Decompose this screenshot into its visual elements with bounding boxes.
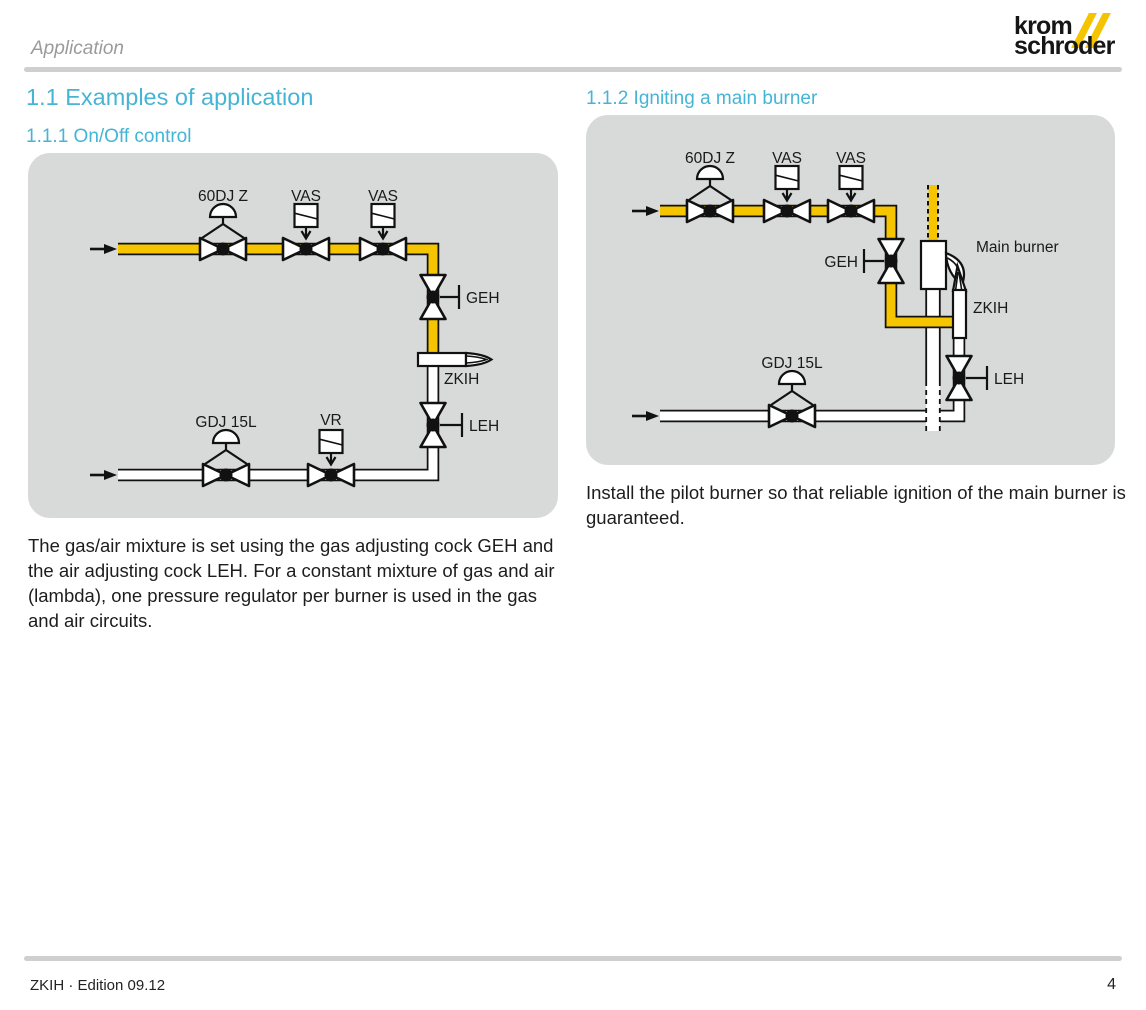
subsection-title-igniting: 1.1.2 Igniting a main burner (586, 88, 818, 109)
label-gdj-15l: GDJ 15L (761, 355, 823, 372)
solenoid-valve-vas1 (283, 238, 329, 260)
header-rule (24, 67, 1122, 72)
manual-valve-gdj (769, 405, 815, 427)
solenoid-valve-vr (308, 464, 354, 486)
label-vas-2: VAS (836, 150, 866, 167)
logo-text-line2: schroder (1014, 32, 1115, 60)
dome-actuator-icon (205, 430, 247, 464)
diagram-igniting-main-burner (586, 115, 1115, 465)
solenoid-actuator-icon (840, 166, 863, 201)
manual-valve-gdj (203, 464, 249, 486)
manual-valve-60dj (200, 238, 246, 260)
on-off-description: The gas/air mixture is set using the gas adjusting cock GEH and the air adjusting cock LEH. For a constant mixture of gas and air (lambda), one pressure regulator per burner is used in the gas and air circuits. (28, 535, 555, 631)
solenoid-actuator-icon (295, 204, 318, 239)
main-burner-gas-supply-pipe (928, 185, 938, 242)
gas-flow-arrow-icon (90, 244, 117, 254)
footer-rule (24, 956, 1122, 961)
igniting-description: Install the pilot burner so that reliable ignition of the main burner is guaranteed. (586, 482, 1126, 528)
label-vas-2: VAS (368, 188, 398, 205)
footer-document-info: ZKIH · Edition 09.12 (30, 977, 166, 994)
dome-actuator-icon (771, 371, 813, 405)
label-vas-1: VAS (291, 188, 321, 205)
diagram-panel-igniting (586, 115, 1115, 465)
main-burner-pipe (926, 288, 940, 431)
air-pipe (660, 337, 959, 416)
solenoid-actuator-icon (776, 166, 799, 201)
label-zkih: ZKIH (973, 300, 1009, 317)
diagram-on-off-control (28, 153, 558, 518)
label-leh: LEH (469, 418, 500, 435)
manual-valve-60dj (687, 200, 733, 222)
air-flow-arrow-icon (632, 411, 659, 421)
label-gdj-15l: GDJ 15L (195, 414, 257, 431)
solenoid-actuator-icon (372, 204, 395, 239)
leh-handle-icon (966, 366, 987, 390)
pilot-burner-symbol (418, 353, 492, 366)
subsection-title-on-off: 1.1.1 On/Off control (26, 126, 192, 147)
logo-text-line1: krom (1014, 12, 1072, 40)
footer-page-number: 4 (1107, 976, 1116, 993)
solenoid-valve-vas2 (360, 238, 406, 260)
geh-handle-icon (440, 285, 459, 309)
label-main-burner: Main burner (976, 239, 1059, 256)
kromschroder-logo (1014, 13, 1118, 63)
geh-handle-icon (864, 249, 884, 273)
diagram-panel-on-off (28, 153, 558, 518)
air-flow-arrow-icon (90, 470, 117, 480)
leh-handle-icon (440, 413, 462, 437)
solenoid-valve-vas2 (828, 200, 874, 222)
dome-actuator-icon (202, 204, 244, 238)
air-pipe (118, 366, 433, 475)
label-60dj-z: 60DJ Z (198, 188, 248, 205)
main-burner-symbol (921, 241, 946, 289)
solenoid-valve-vas1 (764, 200, 810, 222)
gas-flow-arrow-icon (632, 206, 659, 216)
label-vr: VR (320, 412, 342, 429)
label-leh: LEH (994, 371, 1025, 388)
dome-actuator-icon (689, 166, 731, 200)
gas-pipe (118, 249, 433, 357)
label-zkih: ZKIH (444, 371, 480, 388)
label-geh: GEH (824, 254, 858, 271)
label-geh: GEH (466, 290, 500, 307)
label-60dj-z: 60DJ Z (685, 150, 735, 167)
section-title: 1.1 Examples of application (26, 84, 314, 110)
label-vas-1: VAS (772, 150, 802, 167)
solenoid-actuator-icon (320, 430, 343, 465)
gas-pipe (660, 211, 956, 322)
page-header-title: Application (31, 38, 124, 59)
